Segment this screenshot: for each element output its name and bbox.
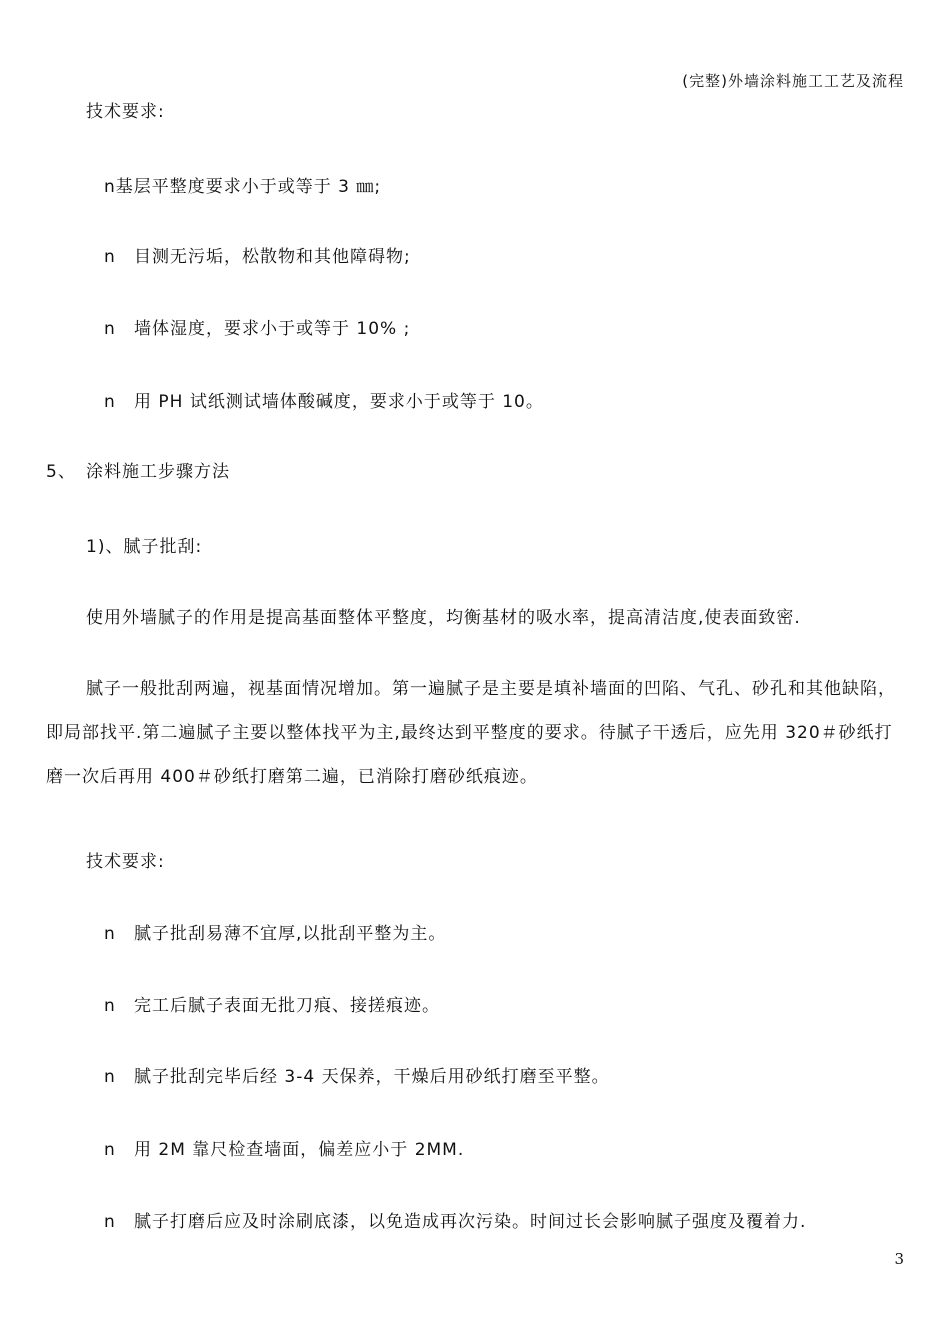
section-a-item-4 <box>104 391 544 413</box>
document-header-title: (完整)外墙涂料施工工艺及流程 <box>682 72 904 90</box>
bullet-text: 腻子批刮完毕后经 3-4 天保养，干燥后用砂纸打磨至平整。 <box>134 1067 610 1087</box>
bullet-mark: n <box>104 1140 116 1160</box>
bullet-mark: n <box>104 247 116 267</box>
section-5-heading <box>46 461 230 483</box>
section-b-item-1 <box>104 923 446 945</box>
section-a-heading: 技术要求: <box>86 102 165 122</box>
bullet-text: 用 PH 试纸测试墙体酸碱度，要求小于或等于 10。 <box>134 392 544 412</box>
bullet-text: 用 2M 靠尺检查墙面，偏差应小于 2MM. <box>134 1140 465 1160</box>
step-1-title: 1)、腻子批刮: <box>86 537 203 557</box>
section-title: 涂料施工步骤方法 <box>86 462 230 482</box>
bullet-mark: n <box>104 177 116 197</box>
bullet-text: 腻子打磨后应及时涂刷底漆，以免造成再次污染。时间过长会影响腻子强度及覆着力. <box>134 1212 807 1232</box>
bullet-mark: n <box>104 1212 116 1232</box>
section-a-item-1 <box>104 176 381 198</box>
section-b-item-2 <box>104 995 440 1017</box>
step-1-paragraph-1: 使用外墙腻子的作用是提高基面整体平整度，均衡基材的吸水率，提高清洁度,使表面致密. <box>86 608 801 628</box>
page-number: 3 <box>894 1250 904 1268</box>
bullet-text: 完工后腻子表面无批刀痕、接搓痕迹。 <box>134 996 440 1016</box>
section-a-item-2 <box>104 246 411 268</box>
bullet-mark: n <box>104 996 116 1016</box>
section-number: 5、 <box>46 462 76 482</box>
bullet-text: 墙体湿度，要求小于或等于 10% ; <box>134 319 411 339</box>
bullet-mark: n <box>104 924 116 944</box>
bullet-mark: n <box>104 319 116 339</box>
bullet-mark: n <box>104 1067 116 1087</box>
bullet-mark: n <box>104 392 116 412</box>
section-b-item-3 <box>104 1066 610 1088</box>
section-b-heading: 技术要求: <box>86 852 165 872</box>
section-b-item-4 <box>104 1139 464 1161</box>
step-1-paragraph-2: 腻子一般批刮两遍，视基面情况增加。第一遍腻子是主要是填补墙面的凹陷、气孔、砂孔和其他缺陷，即局部找平.第二遍腻子主要以整体找平为主,最终达到平整度的要求。待腻子干透后，应先用 320＃砂纸打磨一次后再用 400＃砂纸打磨第二遍，已消除打磨砂纸痕迹。 <box>46 679 896 787</box>
bullet-text: 基层平整度要求小于或等于 3 ㎜; <box>115 177 382 197</box>
bullet-text: 目测无污垢，松散物和其他障碍物; <box>134 247 411 267</box>
section-a-item-3 <box>104 318 410 340</box>
section-b-item-5 <box>104 1211 806 1233</box>
bullet-text: 腻子批刮易薄不宜厚,以批刮平整为主。 <box>134 924 447 944</box>
